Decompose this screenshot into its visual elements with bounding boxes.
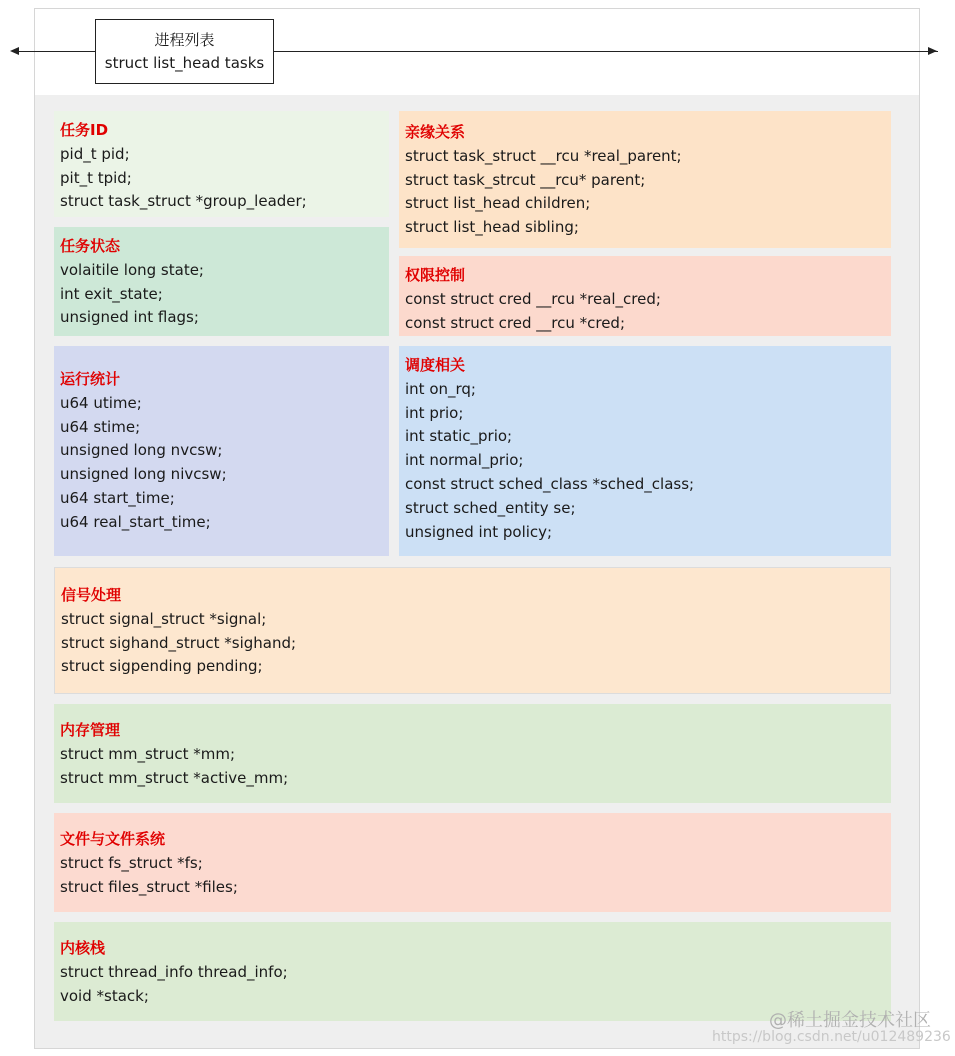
block-files	[54, 813, 891, 912]
field-declaration: u64 utime;	[60, 393, 142, 412]
field-declaration: const struct cred __rcu *cred;	[405, 313, 626, 332]
process-list-field: struct list_head tasks	[104, 54, 265, 72]
block-title: 任务ID	[60, 121, 109, 139]
block-title: 内核栈	[60, 939, 106, 957]
field-declaration: unsigned int policy;	[405, 522, 553, 541]
field-declaration: struct sighand_struct *sighand;	[61, 633, 297, 652]
field-declaration: struct task_struct *group_leader;	[60, 192, 307, 211]
field-declaration: struct sigpending pending;	[61, 657, 263, 676]
block-memory	[54, 704, 891, 803]
field-declaration: const struct cred __rcu *real_cred;	[405, 289, 661, 308]
block-title: 内存管理	[60, 721, 121, 739]
block-title: 亲缘关系	[405, 123, 466, 141]
field-declaration: struct list_head children;	[405, 194, 591, 213]
field-declaration: pit_t tpid;	[60, 168, 132, 187]
block-kernel-stack	[54, 922, 891, 1021]
block-task-id	[54, 111, 389, 217]
watermark-logo-text: @稀土掘金技术社区	[769, 1010, 931, 1031]
block-title: 任务状态	[60, 237, 121, 255]
block-scheduling	[399, 346, 891, 556]
field-declaration: int prio;	[405, 403, 464, 422]
block-title: 调度相关	[405, 356, 466, 374]
field-declaration: u64 start_time;	[60, 488, 175, 507]
field-declaration: int static_prio;	[405, 427, 513, 446]
field-declaration: int on_rq;	[405, 379, 476, 398]
watermark-url: https://blog.csdn.net/u012489236	[712, 1029, 951, 1045]
field-declaration: int exit_state;	[60, 284, 163, 303]
field-declaration: struct mm_struct *active_mm;	[60, 768, 289, 787]
field-declaration: u64 real_start_time;	[60, 512, 211, 531]
field-declaration: unsigned long nivcsw;	[60, 465, 227, 484]
field-declaration: struct fs_struct *fs;	[60, 853, 203, 872]
field-declaration: struct task_strcut __rcu* parent;	[405, 170, 646, 189]
block-title: 信号处理	[61, 586, 122, 604]
field-declaration: pid_t pid;	[60, 144, 130, 163]
block-title: 文件与文件系统	[60, 830, 166, 848]
block-relatives	[399, 111, 891, 248]
block-signal	[54, 567, 891, 694]
field-declaration: int normal_prio;	[405, 451, 524, 470]
field-declaration: u64 stime;	[60, 417, 141, 436]
field-declaration: struct signal_struct *signal;	[61, 609, 267, 628]
process-list-box	[95, 19, 274, 84]
field-declaration: const struct sched_class *sched_class;	[405, 474, 695, 493]
process-list-title: 进程列表	[154, 31, 215, 49]
field-declaration: unsigned long nvcsw;	[60, 441, 223, 460]
field-declaration: struct thread_info thread_info;	[60, 962, 288, 981]
block-title: 权限控制	[405, 266, 466, 284]
block-runtime-stats	[54, 346, 389, 556]
field-declaration: struct task_struct __rcu *real_parent;	[405, 146, 682, 165]
field-declaration: volaitile long state;	[60, 260, 204, 279]
arrow-left-icon	[10, 47, 19, 55]
field-declaration: void *stack;	[60, 986, 149, 1005]
field-declaration: unsigned int flags;	[60, 308, 199, 327]
block-title: 运行统计	[60, 370, 121, 388]
block-permission	[399, 256, 891, 336]
field-declaration: struct list_head sibling;	[405, 218, 579, 237]
field-declaration: struct files_struct *files;	[60, 877, 238, 896]
block-task-state	[54, 227, 389, 336]
field-declaration: struct mm_struct *mm;	[60, 744, 236, 763]
field-declaration: struct sched_entity se;	[405, 498, 576, 517]
arrow-right-icon	[928, 47, 937, 55]
